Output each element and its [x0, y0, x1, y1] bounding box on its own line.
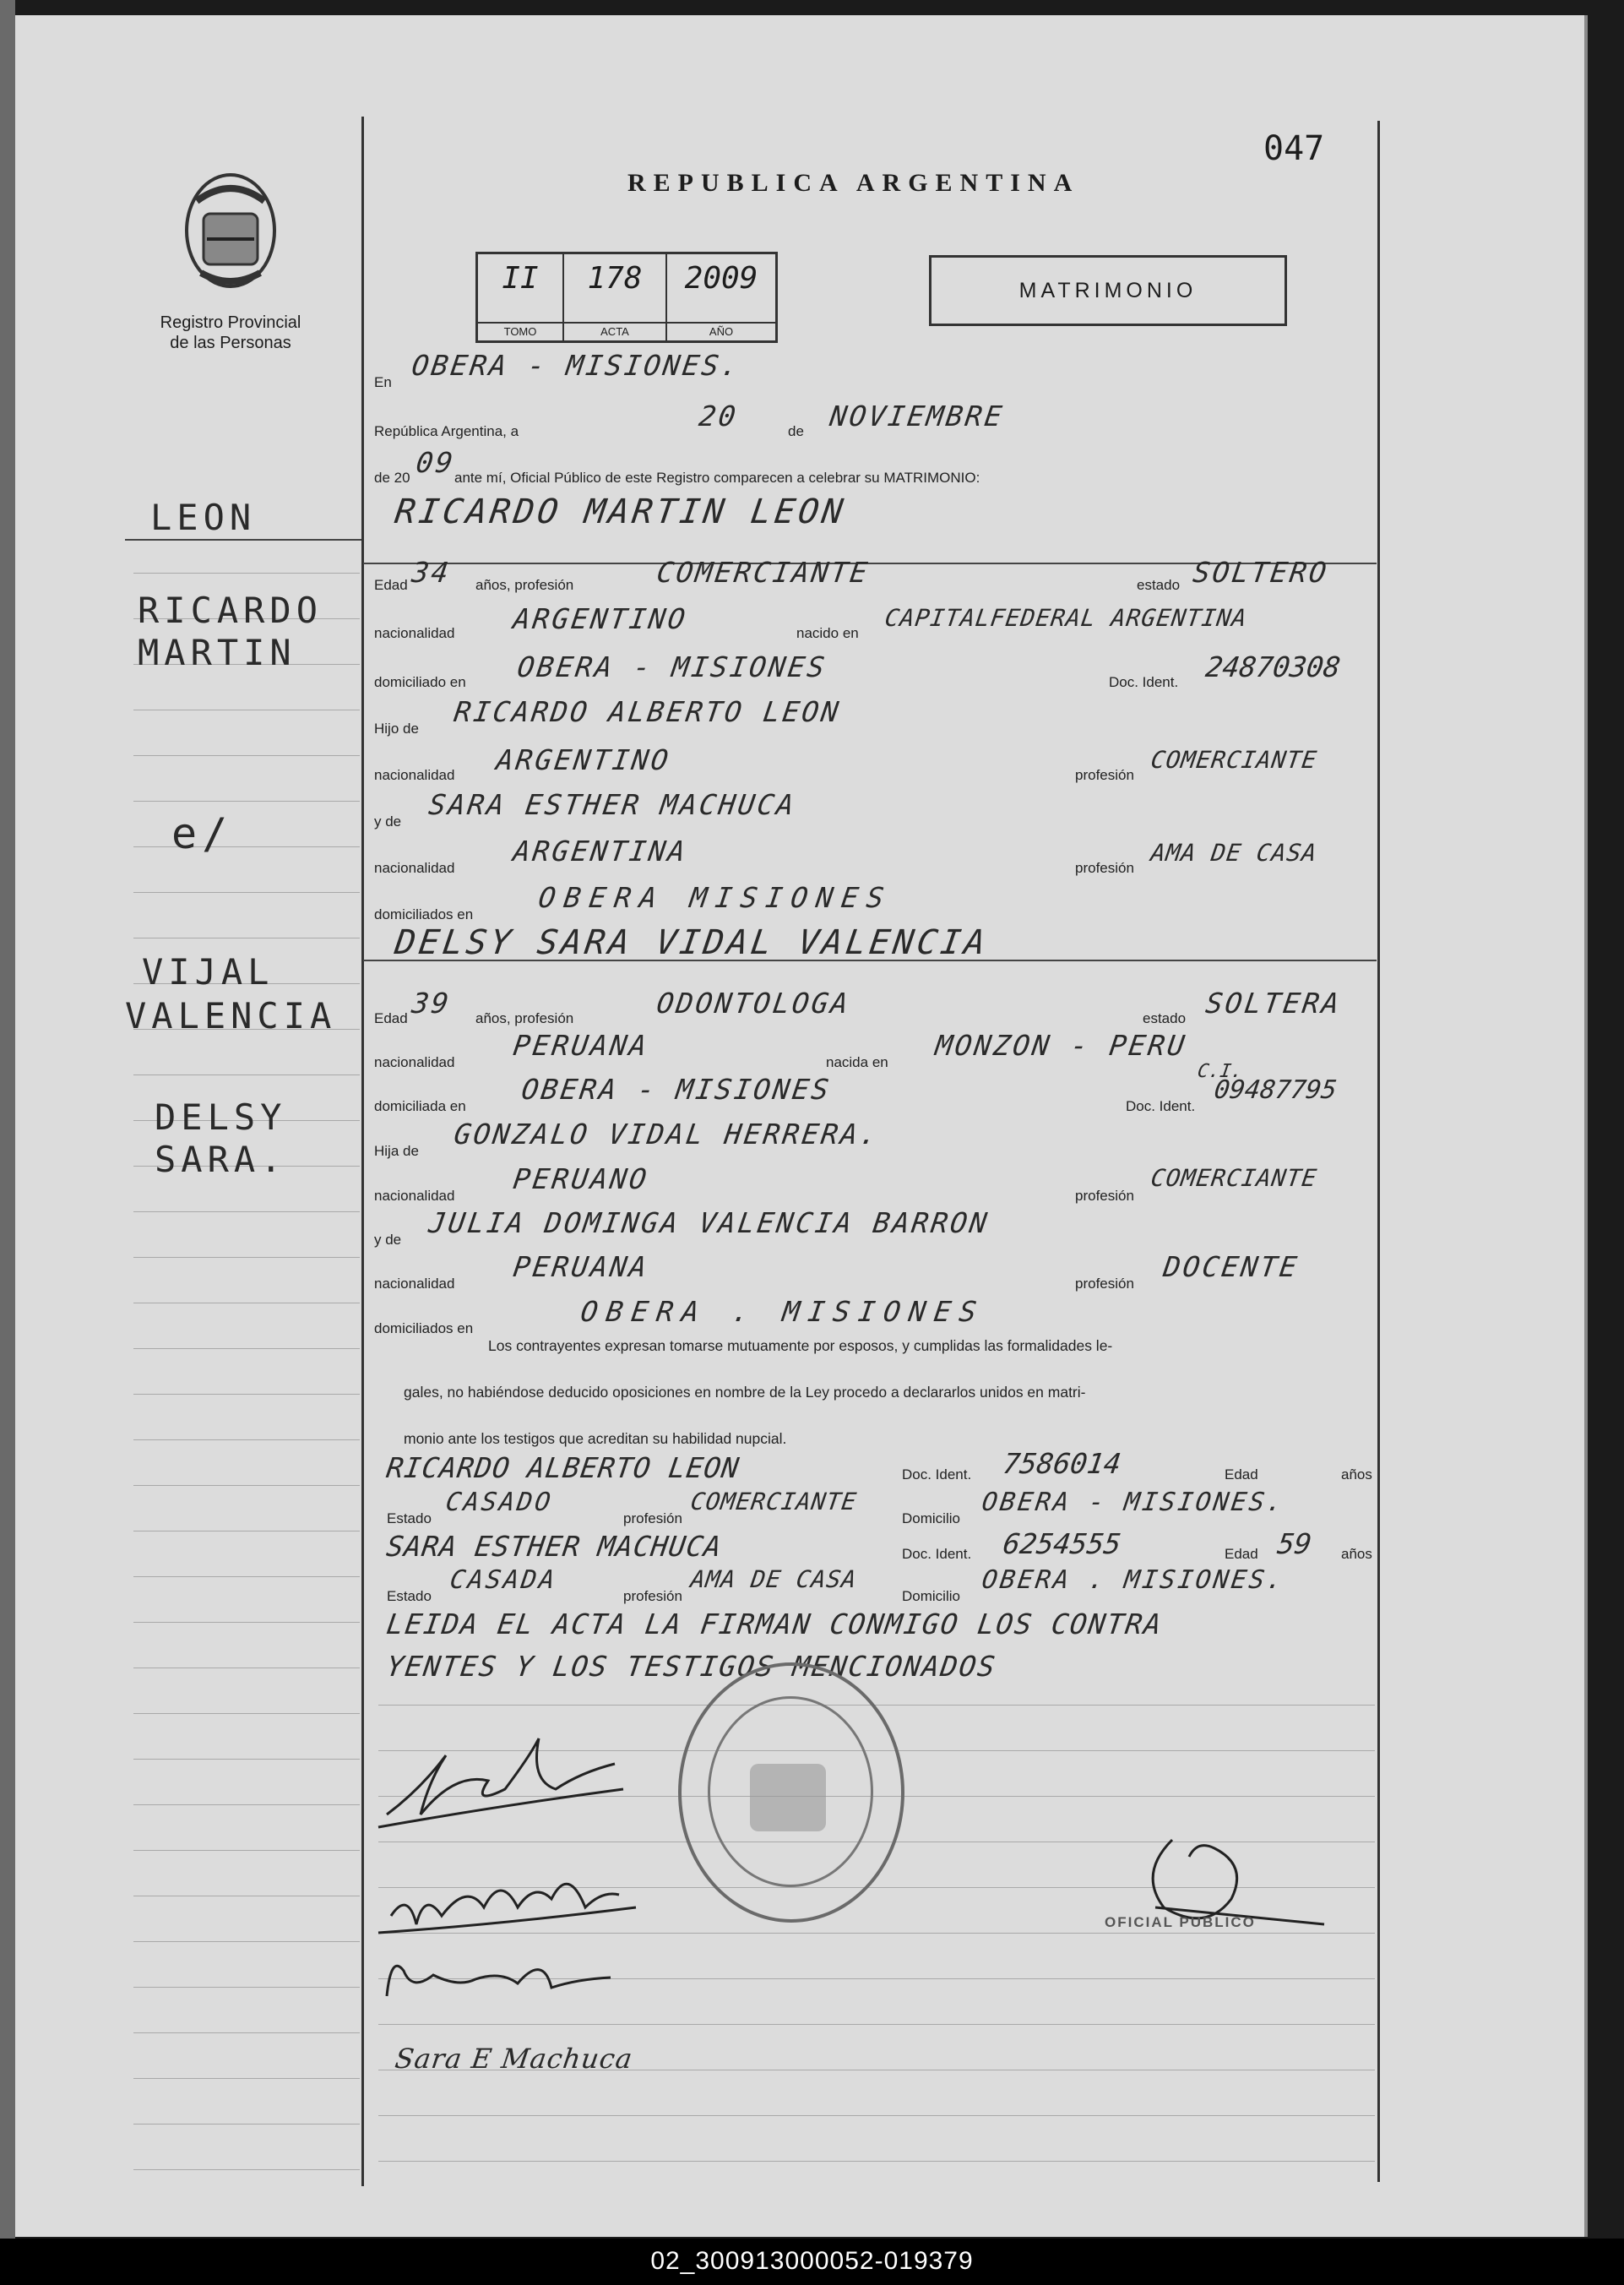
- bride-mother-name: JULIA DOMINGA VALENCIA BARRON: [426, 1206, 991, 1239]
- signature-groom: [370, 1722, 640, 1840]
- body-ruled-line: [378, 2024, 1375, 2025]
- bride-doc-number: 09487795: [1212, 1075, 1339, 1105]
- margin-ruled-line: [133, 1804, 360, 1805]
- registry-name: [146, 313, 315, 353]
- bride-father-profession: COMERCIANTE: [1149, 1164, 1319, 1192]
- closing-line-1: LEIDA EL ACTA LA FIRMAN CONMIGO LOS CONTRA: [384, 1608, 1165, 1640]
- groom-parents-address: OBERA MISIONES: [536, 881, 894, 914]
- label-groom-estado: estado: [1137, 577, 1181, 593]
- intro-statement: ante mí, Oficial Público de este Registro comparecen a celebrar su MATRIMONIO:: [454, 470, 980, 486]
- groom-full-name: RICARDO MARTIN LEON: [392, 492, 849, 531]
- margin-ruled-line: [133, 1211, 360, 1212]
- label-witness2-profesion: profesión: [623, 1588, 682, 1604]
- acta-value: 178: [587, 261, 643, 296]
- label-bride-mother: y de: [374, 1232, 402, 1248]
- label-year-prefix: de 20: [374, 470, 410, 486]
- groom-mother-name: SARA ESTHER MACHUCA: [426, 788, 799, 821]
- label-groom-mother: y de: [374, 813, 402, 830]
- witness2-address: OBERA . MISIONES.: [980, 1565, 1287, 1595]
- body-ruled-line: [378, 2161, 1375, 2162]
- bride-mother-profession: DOCENTE: [1161, 1250, 1301, 1283]
- label-witness2-anios: años: [1341, 1546, 1372, 1562]
- bride-status: SOLTERA: [1203, 987, 1344, 1020]
- body-ruled-line: [378, 1705, 1375, 1706]
- label-witness2-doc: Doc. Ident.: [902, 1546, 972, 1562]
- margin-ruled-line: [133, 2032, 360, 2033]
- label-bride-mother-prof: profesión: [1075, 1276, 1134, 1292]
- label-witness2-edad: Edad: [1225, 1546, 1258, 1562]
- file-identifier: 02_300913000052-019379: [650, 2247, 974, 2275]
- bride-mother-nationality: PERUANA: [511, 1250, 651, 1283]
- label-bride-edad: Edad: [374, 1010, 408, 1026]
- margin-surname-bride-2: VALENCIA: [125, 995, 337, 1036]
- witness1-profession: COMERCIANTE: [688, 1488, 859, 1515]
- bride-birthplace: MONZON - PERU: [933, 1029, 1190, 1062]
- groom-father-name: RICARDO ALBERTO LEON: [452, 695, 844, 728]
- bride-age: 39: [410, 987, 454, 1020]
- witness2-name: SARA ESTHER MACHUCA: [384, 1530, 725, 1563]
- margin-ruled-line: [133, 1850, 360, 1851]
- margin-divider: [125, 539, 361, 541]
- label-groom-profesion: años, profesión: [475, 577, 574, 593]
- margin-ruled-line: [133, 2169, 360, 2170]
- label-groom-father-nat: nacionalidad: [374, 767, 455, 783]
- witness1-address: OBERA - MISIONES.: [980, 1488, 1287, 1517]
- declaration-line-3: monio ante los testigos que acreditan su habilidad nupcial.: [404, 1430, 787, 1447]
- witness2-status: CASADA: [448, 1565, 559, 1595]
- bride-nationality: PERUANA: [511, 1029, 651, 1062]
- margin-ruled-line: [133, 801, 360, 802]
- label-bride-doc: Doc. Ident.: [1126, 1098, 1196, 1114]
- declaration-line-1: Los contrayentes expresan tomarse mutuamente por esposos, y cumplidas las formalidades le-: [488, 1337, 1113, 1354]
- groom-nationality: ARGENTINO: [511, 602, 690, 635]
- witness1-doc-number: 7586014: [1001, 1447, 1123, 1480]
- label-groom-father: Hijo de: [374, 721, 419, 737]
- document-page: [15, 15, 1588, 2237]
- groom-doc-number: 24870308: [1203, 650, 1343, 683]
- groom-mother-profession: AMA DE CASA: [1149, 839, 1319, 867]
- stamp-emblem: [750, 1764, 826, 1831]
- margin-ruled-line: [133, 1576, 360, 1577]
- margin-ruled-line: [133, 1394, 360, 1395]
- label-republica: República Argentina, a: [374, 423, 519, 439]
- margin-surname-bride-1: VIJAL: [142, 951, 274, 993]
- margin-ruled-line: [133, 2078, 360, 2079]
- label-en: En: [374, 374, 392, 390]
- label-bride-father-nat: nacionalidad: [374, 1188, 455, 1204]
- bride-full-name: DELSY SARA VIDAL VALENCIA: [392, 923, 991, 962]
- bride-address: OBERA - MISIONES: [519, 1073, 834, 1106]
- book-spine: [0, 0, 15, 2285]
- label-bride-domicilio: domiciliada en: [374, 1098, 466, 1114]
- ceremony-day: 20: [697, 400, 741, 433]
- anio-cell: [667, 254, 775, 340]
- bride-parents-address: OBERA . MISIONES: [578, 1295, 987, 1328]
- anio-label: AÑO: [667, 322, 775, 340]
- margin-names-groom-1: RICARDO: [138, 590, 323, 631]
- registry-line-1: Registro Provincial: [160, 313, 301, 332]
- provincial-crest-seal: [180, 167, 281, 294]
- label-groom-nacido: nacido en: [796, 625, 859, 641]
- groom-father-profession: COMERCIANTE: [1149, 746, 1319, 774]
- margin-ruled-line: [133, 1622, 360, 1623]
- groom-status: SOLTERO: [1191, 556, 1331, 589]
- label-groom-doc: Doc. Ident.: [1109, 674, 1179, 690]
- margin-ruled-line: [133, 1257, 360, 1258]
- label-groom-domicilio: domiciliado en: [374, 674, 466, 690]
- margin-ruled-line: [133, 573, 360, 574]
- tomo-label: TOMO: [478, 322, 562, 340]
- margin-ruled-line: [133, 846, 360, 847]
- registry-line-2: de las Personas: [170, 334, 291, 352]
- margin-ruled-line: [133, 1759, 360, 1760]
- record-reference-box: [475, 252, 778, 343]
- label-bride-father: Hija de: [374, 1143, 419, 1159]
- closing-line-2: YENTES Y LOS TESTIGOS MENCIONADOS: [384, 1650, 999, 1683]
- groom-mother-nationality: ARGENTINA: [511, 835, 690, 868]
- label-witness2-domicilio: Domicilio: [902, 1588, 960, 1604]
- tomo-value: II: [502, 261, 539, 296]
- page-number: 047: [1263, 129, 1325, 168]
- margin-ruled-line: [133, 755, 360, 756]
- signature-witness1: [374, 1937, 644, 2013]
- label-groom-father-prof: profesión: [1075, 767, 1134, 783]
- acta-label: ACTA: [564, 322, 665, 340]
- ceremony-place: OBERA - MISIONES.: [410, 349, 743, 382]
- label-groom-parents-dom: domiciliados en: [374, 906, 474, 922]
- label-witness1-estado: Estado: [387, 1510, 432, 1526]
- record-type-box: MATRIMONIO: [929, 255, 1287, 326]
- margin-ruled-line: [133, 1941, 360, 1942]
- label-bride-estado: estado: [1143, 1010, 1187, 1026]
- witness1-name: RICARDO ALBERTO LEON: [384, 1451, 742, 1484]
- margin-connector: e/: [171, 809, 233, 858]
- label-witness1-doc: Doc. Ident.: [902, 1466, 972, 1483]
- witness2-age: 59: [1275, 1527, 1314, 1560]
- margin-ruled-line: [133, 1439, 360, 1440]
- body-ruled-line: [378, 2115, 1375, 2116]
- label-bride-profesion: años, profesión: [475, 1010, 574, 1026]
- label-witness2-estado: Estado: [387, 1588, 432, 1604]
- label-witness1-profesion: profesión: [623, 1510, 682, 1526]
- label-bride-nacida: nacida en: [826, 1054, 888, 1070]
- groom-address: OBERA - MISIONES: [515, 650, 829, 683]
- label-bride-father-prof: profesión: [1075, 1188, 1134, 1204]
- margin-surname-groom: LEON: [150, 497, 257, 538]
- right-border-line: [1377, 121, 1380, 2182]
- document-title: REPUBLICA ARGENTINA: [627, 169, 1080, 197]
- ceremony-month: NOVIEMBRE: [828, 400, 1007, 433]
- margin-column-line: [361, 117, 364, 2186]
- label-bride-nacionalidad: nacionalidad: [374, 1054, 455, 1070]
- margin-names-bride-2: SARA.: [155, 1139, 287, 1180]
- label-bride-parents-dom: domiciliados en: [374, 1320, 474, 1336]
- margin-ruled-line: [133, 1713, 360, 1714]
- margin-ruled-line: [133, 892, 360, 893]
- witness2-profession: AMA DE CASA: [688, 1565, 859, 1593]
- margin-ruled-line: [133, 1987, 360, 1988]
- label-groom-mother-prof: profesión: [1075, 860, 1134, 876]
- bride-profession: ODONTOLOGA: [654, 987, 853, 1020]
- margin-ruled-line: [133, 2124, 360, 2125]
- margin-ruled-line: [133, 1348, 360, 1349]
- signature-bride: [374, 1857, 644, 1950]
- label-groom-mother-nat: nacionalidad: [374, 860, 455, 876]
- groom-profession: COMERCIANTE: [654, 556, 872, 589]
- bride-father-nationality: PERUANO: [511, 1162, 651, 1195]
- witness1-status: CASADO: [443, 1488, 555, 1517]
- label-bride-mother-nat: nacionalidad: [374, 1276, 455, 1292]
- bride-doc-type: C.I.: [1196, 1061, 1244, 1082]
- signature-witness2: Sara E Machuca: [393, 2043, 635, 2075]
- label-de: de: [788, 423, 804, 439]
- groom-age: 34: [410, 556, 454, 589]
- bride-father-name: GONZALO VIDAL HERRERA.: [452, 1118, 882, 1151]
- declaration-line-2: gales, no habiéndose deducido oposiciones en nombre de la Ley procedo a declararlos unidos en matri-: [404, 1384, 1086, 1401]
- tomo-cell: [478, 254, 564, 340]
- label-witness1-anios: años: [1341, 1466, 1372, 1483]
- margin-names-bride-1: DELSY: [155, 1096, 287, 1138]
- label-groom-edad: Edad: [374, 577, 408, 593]
- groom-father-nationality: ARGENTINO: [494, 743, 673, 776]
- groom-birthplace: CAPITALFEDERAL ARGENTINA: [883, 604, 1249, 632]
- witness2-doc-number: 6254555: [1001, 1527, 1123, 1560]
- label-witness1-domicilio: Domicilio: [902, 1510, 960, 1526]
- margin-names-groom-2: MARTIN: [138, 632, 296, 673]
- officer-stamp-text: OFICIAL PUBLICO: [1105, 1914, 1256, 1930]
- margin-ruled-line: [133, 1485, 360, 1486]
- margin-ruled-line: [133, 1074, 360, 1075]
- acta-cell: [564, 254, 667, 340]
- label-groom-nacionalidad: nacionalidad: [374, 625, 455, 641]
- label-witness1-edad: Edad: [1225, 1466, 1258, 1483]
- anio-value: 2009: [684, 261, 758, 296]
- ceremony-year-suffix: 09: [414, 446, 458, 479]
